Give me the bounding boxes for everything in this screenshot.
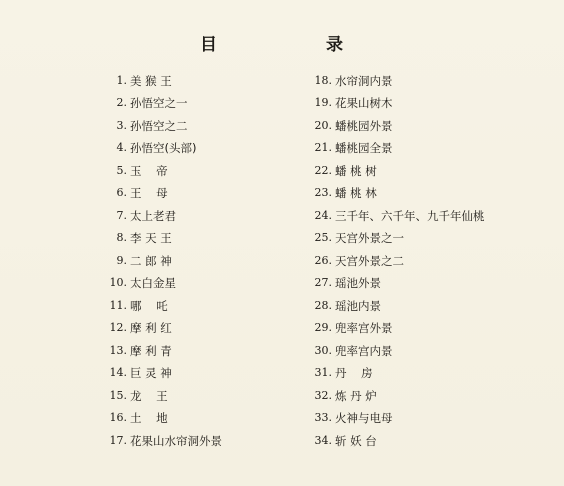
toc-entry-title: 哪 吒 [130,298,168,313]
toc-entry-number: 31. [314,366,332,380]
toc-entry-number: 1. [116,74,127,87]
toc-entry [103,205,303,227]
toc-entry [308,182,558,204]
toc-entry-title: 瑶池外景 [335,276,381,291]
toc-entry [103,295,303,317]
toc-entry-title: 蟠 桃 林 [335,186,377,201]
toc-entry-title: 孙悟空之一 [130,96,188,111]
toc-entry-number: 10. [109,276,127,290]
toc-column-left [103,70,303,452]
toc-entry [308,160,558,182]
toc-entry-number: 17. [109,433,127,447]
toc-entry-number: 8. [116,231,127,245]
toc-entry-title: 蟠桃园全景 [335,141,393,156]
toc-entry-number: 30. [314,343,332,357]
toc-entry-number: 28. [314,298,332,312]
toc-entry-title: 李 天 王 [130,231,172,246]
toc-entry [308,385,558,407]
toc-entry-number: 21. [314,141,332,155]
toc-entry-number: 3. [116,118,127,132]
toc-entry-title: 玉 帝 [130,163,168,178]
toc-entry-number: 33. [314,411,332,425]
toc-entry-number: 32. [314,388,332,402]
toc-entry-title: 太上老君 [130,208,176,223]
toc-entry [308,227,558,249]
toc-entry [103,160,303,182]
toc-entry-title: 斩 妖 台 [335,433,377,448]
toc-entry-number: 20. [314,118,332,132]
title-char-1: 目 [200,35,217,55]
toc-entry-title: 美 猴 王 [130,74,172,88]
toc-entry-title: 摩 利 红 [130,321,172,336]
toc-entry [308,407,558,429]
toc-entry-title: 巨 灵 神 [130,366,172,381]
toc-entry-title: 花果山水帘洞外景 [130,433,222,448]
toc-entry [103,385,303,407]
toc-entry-title: 二 郎 神 [130,253,172,268]
toc-entry [308,205,558,227]
toc-entry-title: 丹 房 [335,366,373,381]
toc-entry-number: 6. [116,186,127,200]
toc-entry-title: 瑶池内景 [335,298,381,313]
toc-entry-title: 孙悟空(头部) [130,141,197,156]
toc-entry-number: 34. [314,433,332,447]
toc-entry-number: 11. [109,298,127,312]
toc-entry-title: 天宫外景之一 [335,231,404,246]
toc-entry-title: 三千年、六千年、九千年仙桃 [335,208,485,223]
toc-entry [103,362,303,384]
toc-entry [308,115,558,137]
toc-entry-number: 18. [314,74,332,87]
page-title [0,30,564,54]
toc-entry-title: 太白金星 [130,276,176,291]
toc-entry [103,115,303,137]
toc-entry-title: 花果山树木 [335,96,393,111]
toc-entry-number: 15. [109,388,127,402]
toc-entry-title: 龙 王 [130,388,168,403]
toc-entry [103,407,303,429]
toc-entry [308,137,558,159]
toc-entry [308,295,558,317]
toc-entry-title: 摩 利 青 [130,343,172,358]
toc-entry-number: 2. [116,96,127,110]
toc-entry [103,250,303,272]
toc-entry-number: 7. [116,208,127,222]
toc-entry-number: 9. [116,253,127,267]
toc-entry-number: 16. [109,411,127,425]
toc-entry-title: 兜率宫外景 [335,321,393,336]
toc-entry [308,272,558,294]
toc-entry [103,272,303,294]
toc-entry-number: 4. [116,141,127,155]
toc-entry-number: 23. [314,186,332,200]
toc-entry-number: 13. [109,343,127,357]
toc-entry-number: 27. [314,276,332,290]
toc-entry-title: 火神与电母 [335,411,393,426]
toc-entry-number: 25. [314,231,332,245]
toc-entry-number: 19. [314,96,332,110]
toc-column-right [308,70,558,452]
toc-entry-title: 炼 丹 炉 [335,388,377,403]
toc-entry [103,70,303,92]
toc-entry-title: 兜率宫内景 [335,343,393,358]
toc-entry-title: 土 地 [130,411,168,426]
toc-entry [103,137,303,159]
toc-entry-title: 蟠 桃 树 [335,163,377,178]
toc-entry-number: 24. [314,208,332,222]
toc-entry [308,430,558,452]
toc-entry [103,92,303,114]
toc-entry-title: 王 母 [130,186,168,201]
title-char-2: 录 [326,35,343,55]
toc-entry-number: 22. [314,163,332,177]
toc-entry [103,182,303,204]
toc-entry [308,92,558,114]
toc-entry-number: 26. [314,253,332,267]
toc-entry [308,340,558,362]
toc-entry-number: 12. [109,321,127,335]
toc-entry-title: 蟠桃园外景 [335,118,393,133]
toc-entry-number: 29. [314,321,332,335]
toc-entry-title: 孙悟空之二 [130,118,188,133]
toc-entry [308,70,558,92]
toc-entry [103,340,303,362]
toc-entry-title: 天宫外景之二 [335,253,404,268]
toc-entry-number: 14. [109,366,127,380]
toc-entry [103,430,303,452]
toc-entry [103,227,303,249]
toc-entry-title: 水帘洞内景 [335,74,393,88]
toc-entry [308,317,558,339]
toc-entry-number: 5. [116,163,127,177]
toc-entry [308,362,558,384]
toc-entry [308,250,558,272]
toc-entry [103,317,303,339]
